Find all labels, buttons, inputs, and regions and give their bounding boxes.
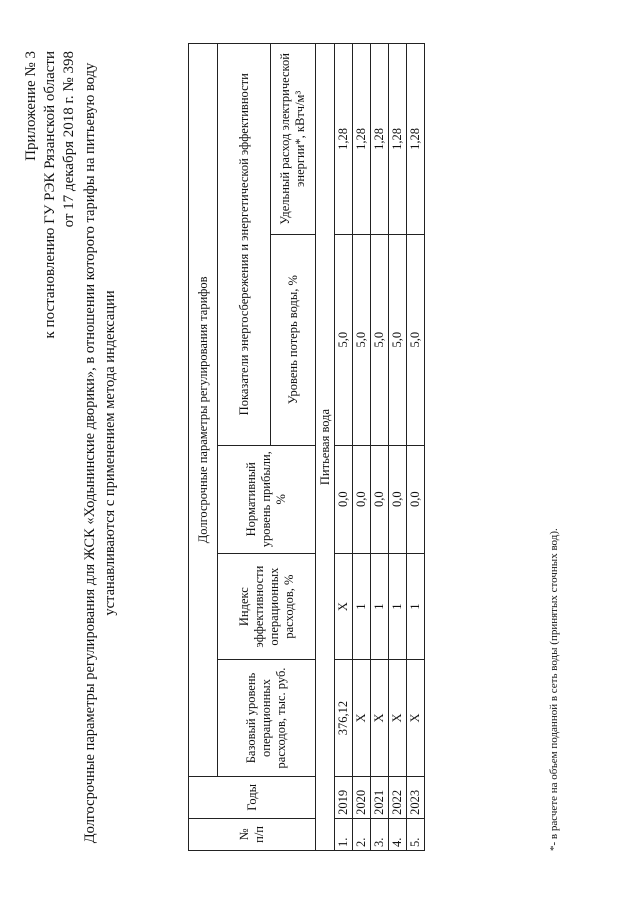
- header-row-1: [189, 44, 218, 851]
- row-loss: 5,0: [353, 234, 371, 445]
- row-year: 2023: [407, 776, 425, 818]
- row-index: 1: [407, 553, 425, 659]
- row-num: 3.: [371, 818, 389, 850]
- row-electric: 1,28: [335, 44, 353, 235]
- table-row: [353, 44, 371, 851]
- row-index: Х: [335, 553, 353, 659]
- row-num: 1.: [335, 818, 353, 850]
- header-group: Долгосрочные параметры регулирования тарифов: [189, 44, 218, 777]
- row-index: 1: [353, 553, 371, 659]
- row-num: 4.: [389, 818, 407, 850]
- row-index: 1: [371, 553, 389, 659]
- appendix-number: Приложение № 3: [23, 51, 39, 161]
- row-profit: 0,0: [389, 445, 407, 553]
- row-base: Х: [407, 660, 425, 776]
- appendix-header: [22, 51, 79, 338]
- row-loss: 5,0: [407, 234, 425, 445]
- row-base: Х: [371, 660, 389, 776]
- row-loss: 5,0: [389, 234, 407, 445]
- row-profit: 0,0: [353, 445, 371, 553]
- row-index: 1: [389, 553, 407, 659]
- appendix-resolution: к постановлению ГУ РЭК Рязанской области: [42, 51, 58, 339]
- section-row: [316, 44, 335, 851]
- section-label: Питьевая вода: [316, 44, 335, 851]
- header-electric: Удельный расход электрической энергии*, кВтч/м³: [271, 44, 316, 235]
- row-base: 376,12: [335, 660, 353, 776]
- header-year: Годы: [189, 776, 316, 818]
- row-year: 2022: [389, 776, 407, 818]
- row-electric: 1,28: [371, 44, 389, 235]
- parameters-table: [188, 43, 425, 851]
- row-profit: 0,0: [371, 445, 389, 553]
- document-title: [80, 23, 120, 883]
- header-profit: Нормативный уровень прибыли, %: [218, 445, 316, 553]
- row-year: 2019: [335, 776, 353, 818]
- row-year: 2020: [353, 776, 371, 818]
- row-loss: 5,0: [371, 234, 389, 445]
- row-num: 5.: [407, 818, 425, 850]
- header-energy-group: Показатели энергосбережения и энергетической эффективности: [218, 44, 271, 446]
- title-line-1: Долгосрочные параметры регулирования для ЖСК «Ходынинские дворики», в отношении которого тарифы на питьевую воду: [82, 62, 98, 844]
- row-electric: 1,28: [407, 44, 425, 235]
- header-index: Индекс эффективности операционных расходов, %: [218, 553, 316, 659]
- table-row: [389, 44, 407, 851]
- title-line-2: устанавливаются с применением метода индексации: [102, 290, 118, 616]
- header-num: № п/п: [189, 818, 316, 850]
- header-loss: Уровень потерь воды, %: [271, 234, 316, 445]
- row-profit: 0,0: [407, 445, 425, 553]
- row-electric: 1,28: [353, 44, 371, 235]
- table-row: [335, 44, 353, 851]
- row-electric: 1,28: [389, 44, 407, 235]
- footnote: *- в расчете на объем поданной в сеть воды (принятых сточных вод).: [548, 528, 560, 851]
- header-row-2: [218, 44, 271, 851]
- header-base: Базовый уровень операционных расходов, тыс. руб.: [218, 660, 316, 776]
- table-row: [407, 44, 425, 851]
- appendix-date: от 17 декабря 2018 г. № 398: [61, 51, 77, 228]
- row-year: 2021: [371, 776, 389, 818]
- rotated-content: [20, 23, 620, 883]
- row-num: 2.: [353, 818, 371, 850]
- row-base: Х: [389, 660, 407, 776]
- row-base: Х: [353, 660, 371, 776]
- row-loss: 5,0: [335, 234, 353, 445]
- table-row: [371, 44, 389, 851]
- row-profit: 0,0: [335, 445, 353, 553]
